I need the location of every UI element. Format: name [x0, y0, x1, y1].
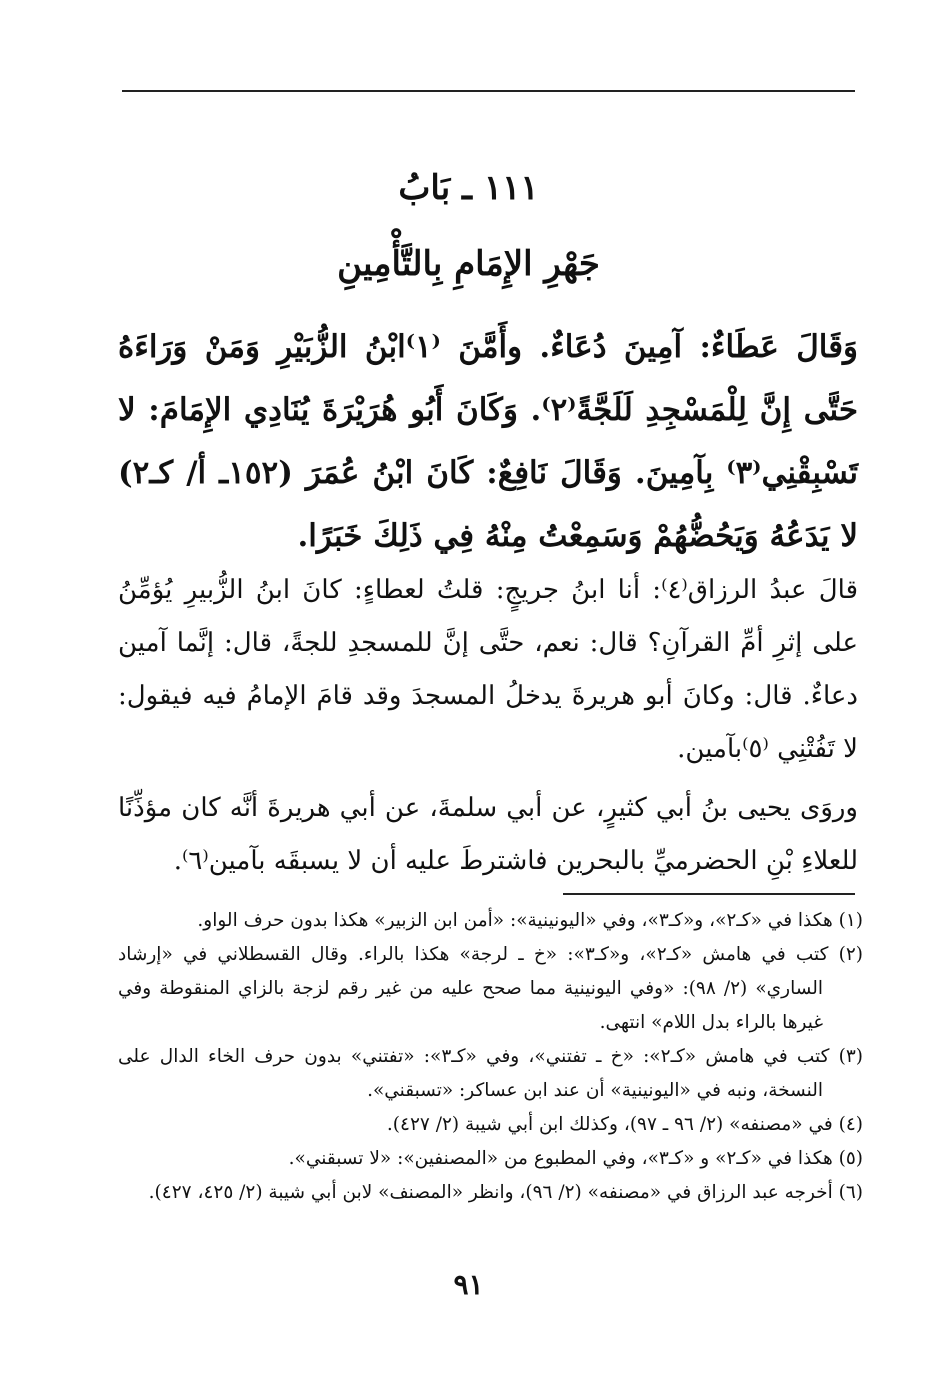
paragraph: قالَ عبدُ الرزاق⁽٤⁾: أنا ابنُ جريجٍ: قلتُ لعطاءٍ: كانَ ابنُ الزُّبيرِ يُؤمِّنُ على إثرِ أمِّ القرآنِ؟ قال: نعم، حتَّى إنَّ للمسجدِ للجةً، قال: إنَّما آمين دعاءٌ. قال: وكانَ أبو هريرةَ يدخلُ المسجدَ وقد قامَ الإمامُ فيه فيقول: لا تَفُتْنِي ⁽٥⁾بآمين.: [118, 575, 858, 764]
chapter-title: جَهْرِ الإِمَامِ بِالتَّأْمِينِ: [337, 244, 600, 284]
chapter-heading: ١١١ ـ بَابُ: [398, 168, 539, 208]
footnote: (٢) كتب في هامش «كـ٢»، و«كـ٣»: «خ ـ لرجة» هكذا بالراء. وقال القسطلاني في «إرشاد الساري» (٢/ ٩٨): «وفي اليونينية مما صحح عليه من غير رقم لزجة بالزاي المنقوطة وفي غيرها بالراء بدل اللام» انتهى.: [118, 944, 863, 1033]
footnote: (٥) هكذا في «كـ٢» و «كـ٣»، وفي المطبوع من «المصنفين»: «لا تسبقني».: [288, 1148, 863, 1169]
page-number: ٩١: [453, 1268, 484, 1301]
hadith-text: وَقَالَ عَطَاءٌ: آمِينَ دُعَاءٌ. وأَمَّنَ ⁽١⁾ابْنُ الزُّبَيْرِ وَمَنْ وَرَاءَهُ حَتَّى إِنَّ لِلْمَسْجِدِ لَلَجَّةً⁽٢⁾. وَكَانَ أَبُو هُرَيْرَةَ يُنَادِي الإِمَامَ: لا تَسْبِقْنِي⁽٣⁾ بِآمِينَ. وَقَالَ نَافِعٌ: كَانَ ابْنُ عُمَرَ (١٥٢ـ أ/ كـ٢) لا يَدَعُهُ وَيَحُضُّهُمْ وَسَمِعْتُ مِنْهُ فِي ذَلِكَ خَبَرًا.: [118, 329, 858, 554]
footnote: (٣) كتب في هامش «كـ٢»: «خ ـ تفتني»، وفي «كـ٣»: «تفتني» بدون حرف الخاء الدال على النسخة، ونبه في «اليونينية» أن عند ابن عساكر: «تسبقني».: [118, 1046, 863, 1101]
footnotes: [118, 904, 863, 1210]
footnote: (٤) في «مصنفه» (٢/ ٩٦ ـ ٩٧)، وكذلك ابن أبي شيبة (٢/ ٤٢٧).: [386, 1114, 863, 1135]
footnote: (٦) أخرجه عبد الرزاق في «مصنفه» (٢/ ٩٦)، وانظر «المصنف» لابن أبي شيبة (٢/ ٤٢٥، ٤٢٧).: [148, 1182, 863, 1203]
top-rule: [122, 90, 855, 92]
footnote: (١) هكذا في «كـ٢»، و«كـ٣»، وفي «اليونينية»: «أمن ابن الزبير» هكذا بدون حرف الواو.: [197, 910, 863, 931]
footnote-rule: [563, 893, 855, 895]
paragraph: وروَى يحيى بنُ أبي كثيرٍ، عن أبي سلمةَ، عن أبي هريرةَ أنَّه كان مؤذِّنًا للعلاءِ بْنِ الحضرميِّ بالبحرين فاشترطَ عليه أن لا يسبقَه بآمين⁽٦⁾.: [118, 793, 858, 876]
